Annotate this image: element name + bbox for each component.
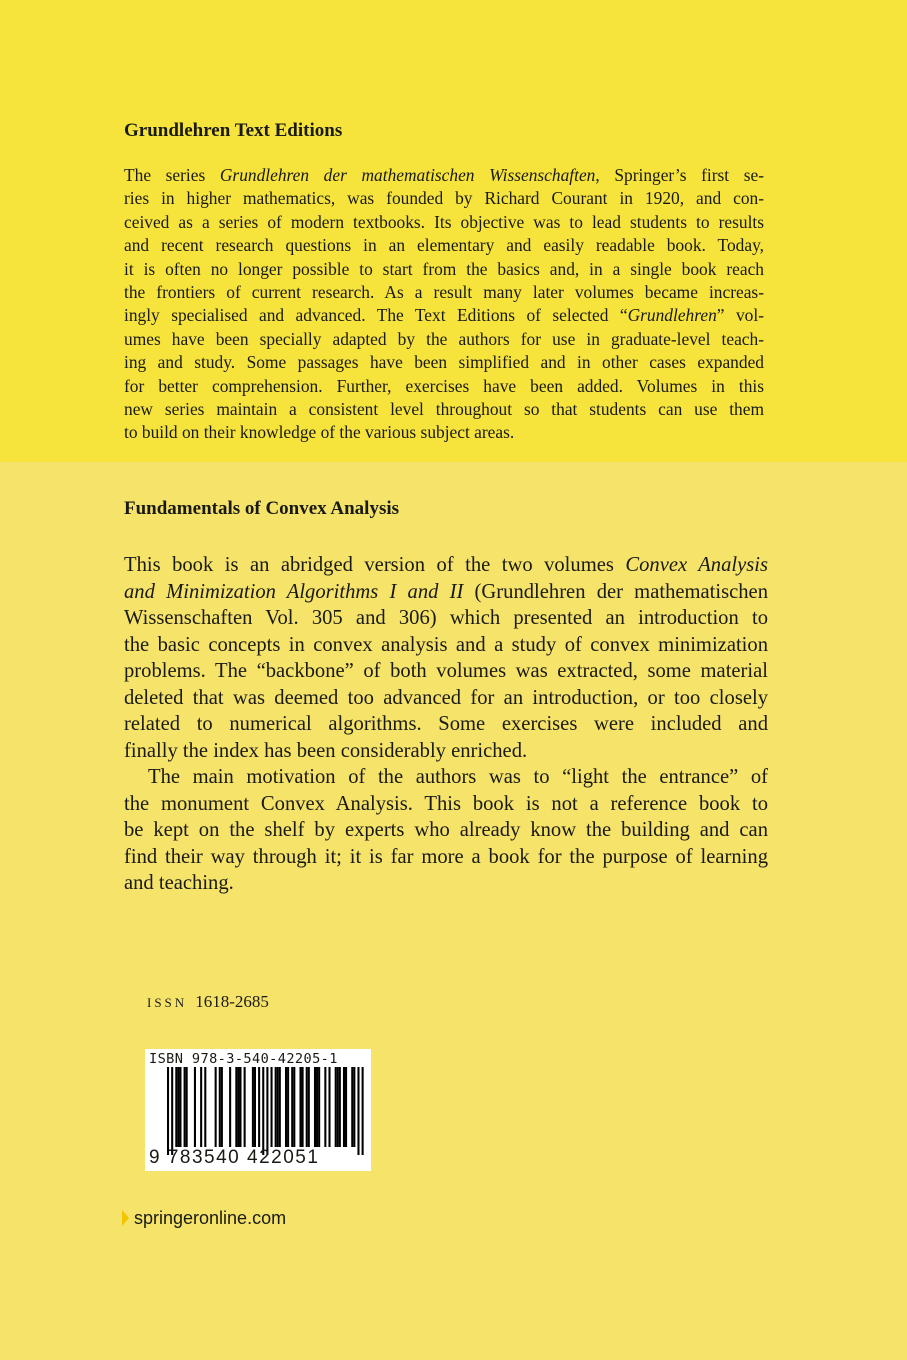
isbn-barcode — [145, 1049, 371, 1171]
barcode-bar — [254, 1067, 256, 1147]
barcode-bar — [302, 1067, 304, 1147]
series-heading: Grundlehren Text Editions — [124, 120, 343, 141]
barcode-bar — [275, 1067, 277, 1147]
book-line: deleted that was deemed too advanced for an introduction, or too closely — [124, 686, 768, 709]
ean-digits: 9 783540 422051 — [149, 1147, 320, 1168]
barcode-bar — [179, 1067, 181, 1147]
barcode-bar — [316, 1067, 318, 1147]
book-line: problems. The “backbone” of both volumes was extracted, some material — [124, 660, 768, 682]
footer-link[interactable] — [122, 1205, 286, 1231]
barcode-bar — [328, 1067, 330, 1147]
barcode-bar — [299, 1067, 301, 1147]
barcode-bar — [345, 1067, 347, 1147]
barcode-bar — [335, 1067, 337, 1147]
barcode-guard-bar — [262, 1067, 264, 1155]
barcode-bar — [353, 1067, 355, 1147]
barcode-bar — [324, 1067, 326, 1147]
issn-label: ISSN — [147, 995, 188, 1010]
book-line: finally the index has been considerably enriched. — [124, 739, 528, 762]
barcode-bar — [186, 1067, 188, 1147]
book-line: related to numerical algorithms. Some exercises were included and — [124, 713, 768, 735]
book-line: This book is an abridged version of the two volumes Convex Analysis — [124, 554, 768, 576]
barcode-guard-bar — [167, 1067, 169, 1155]
book-line: be kept on the shelf by experts who already know the building and can — [124, 819, 768, 841]
series-line: ries in higher mathematics, was founded by Richard Courant in 1920, and con- — [124, 188, 764, 209]
barcode-bar — [252, 1067, 254, 1147]
series-line: for better comprehension. Further, exercises have been added. Volumes in this — [124, 375, 764, 396]
barcode-bar — [177, 1067, 179, 1147]
book-line: the basic concepts in convex analysis and a study of convex minimization — [124, 633, 768, 656]
book-line: The main motivation of the authors was to “light the entrance” of — [148, 766, 768, 788]
barcode-bar — [339, 1067, 341, 1147]
series-line: ing and study. Some passages have been simplified and in other cases expanded — [124, 352, 764, 373]
series-description — [124, 164, 764, 445]
series-line: umes have been specially adapted by the authors for use in graduate-level teach- — [124, 328, 764, 349]
barcode-guard-bar — [171, 1067, 173, 1155]
series-line: to build on their knowledge of the various subject areas. — [124, 422, 515, 443]
barcode-bar — [239, 1067, 241, 1147]
arrow-icon — [122, 1210, 129, 1226]
barcode-bar — [204, 1067, 206, 1147]
book-line: the monument Convex Analysis. This book is not a reference book to — [124, 792, 768, 815]
barcode-bar — [306, 1067, 308, 1147]
series-line: the frontiers of current research. As a result many later volumes became increas- — [124, 282, 764, 303]
barcode-bar — [285, 1067, 287, 1147]
book-title-heading: Fundamentals of Convex Analysis — [124, 498, 400, 519]
barcode-bar — [175, 1067, 177, 1147]
book-line: find their way through it; it is far more a book for the purpose of learning — [124, 845, 768, 868]
barcode-bar — [200, 1067, 202, 1147]
barcode-bar — [237, 1067, 239, 1147]
barcode-bar — [221, 1067, 223, 1147]
book-line: and teaching. — [124, 872, 234, 894]
barcode-bar — [293, 1067, 295, 1147]
barcode-bar — [229, 1067, 231, 1147]
barcode-bar — [235, 1067, 237, 1147]
barcode-bar — [258, 1067, 260, 1147]
book-line: and Minimization Algorithms I and II (Grundlehren der mathematischen — [124, 580, 768, 603]
barcode-guard-bar — [362, 1067, 364, 1155]
series-line: The series Grundlehren der mathematischen Wissenschaften, Springer’s first se- — [124, 165, 764, 185]
issn — [147, 992, 269, 1012]
series-line: and recent research questions in an elementary and easily readable book. Today, — [124, 235, 764, 256]
barcode-bar — [318, 1067, 320, 1147]
barcode-bar — [351, 1067, 353, 1147]
barcode-bar — [215, 1067, 217, 1147]
barcode-bar — [308, 1067, 310, 1147]
springer-url[interactable]: springeronline.com — [134, 1207, 287, 1228]
barcode-bar — [287, 1067, 289, 1147]
barcode-bar — [337, 1067, 339, 1147]
book-line: Wissenschaften Vol. 305 and 306) which presented an introduction to — [124, 607, 768, 629]
barcode-bar — [277, 1067, 279, 1147]
barcode-guard-bar — [357, 1067, 359, 1155]
barcode-bar — [184, 1067, 186, 1147]
series-line: it is often no longer possible to start from the basics and, in a single book reach — [124, 258, 764, 279]
barcode-bar — [343, 1067, 345, 1147]
isbn-text: ISBN 978-3-540-42205-1 — [149, 1051, 338, 1067]
issn-number: 1618-2685 — [195, 992, 269, 1011]
barcode-bar — [271, 1067, 273, 1147]
barcode-bar — [291, 1067, 293, 1147]
series-line: ingly specialised and advanced. The Text Editions of selected “Grundlehren” vol- — [124, 305, 764, 326]
barcode-bar — [194, 1067, 196, 1147]
barcode-guard-bar — [266, 1067, 268, 1155]
barcode-bar — [244, 1067, 246, 1147]
barcode-bar — [219, 1067, 221, 1147]
barcode-bar — [314, 1067, 316, 1147]
series-line: new series maintain a consistent level throughout so that students can use them — [124, 399, 764, 420]
book-description — [124, 552, 768, 897]
series-line: ceived as a series of modern textbooks. Its objective was to lead students to results — [124, 211, 764, 232]
barcode-bar — [279, 1067, 281, 1147]
